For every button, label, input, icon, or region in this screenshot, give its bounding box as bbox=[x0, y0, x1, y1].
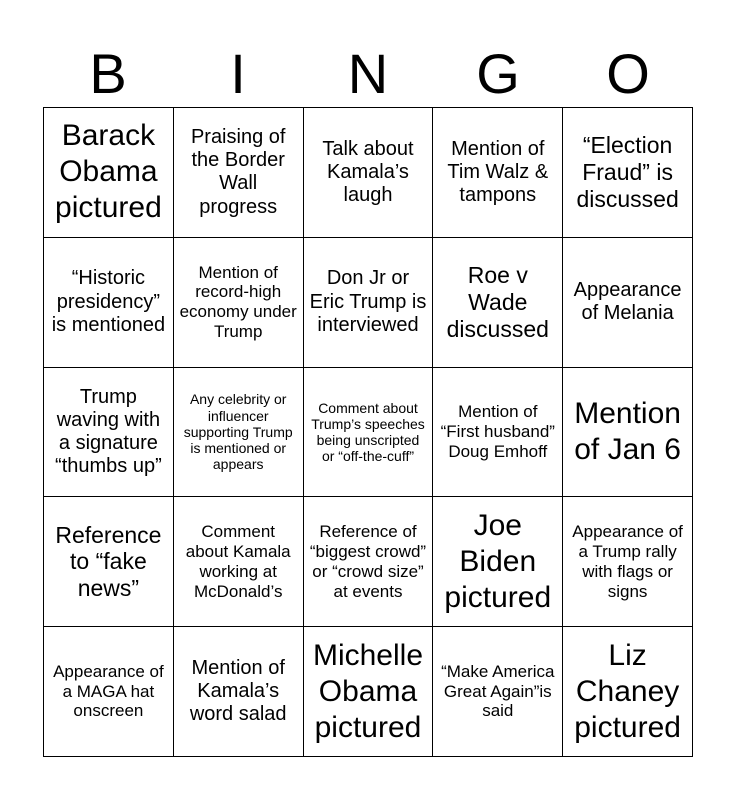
cell-text: Trump waving with a signature “thumbs up” bbox=[55, 385, 162, 478]
bingo-cell[interactable] bbox=[304, 368, 434, 498]
bingo-cell[interactable] bbox=[174, 627, 304, 757]
cell-text: Talk about Kamala’s laugh bbox=[322, 137, 414, 206]
bingo-cell[interactable] bbox=[563, 108, 693, 238]
cell-text: Mention of Tim Walz & tampons bbox=[447, 137, 549, 206]
bingo-cell[interactable] bbox=[44, 238, 174, 368]
cell-text: Michelle Obama pictured bbox=[312, 638, 424, 744]
bingo-cell[interactable] bbox=[563, 238, 693, 368]
bingo-cell[interactable] bbox=[563, 497, 693, 627]
cell-text: Appearance of Melania bbox=[573, 279, 682, 325]
bingo-cell[interactable] bbox=[433, 108, 563, 238]
bingo-cell[interactable] bbox=[174, 108, 304, 238]
cell-text: “Make America Great Again”is said bbox=[441, 662, 555, 721]
cell-text: Mention of Kamala’s word salad bbox=[189, 656, 287, 726]
cell-text: Liz Chaney pictured bbox=[574, 638, 681, 744]
bingo-cell[interactable] bbox=[174, 497, 304, 627]
cell-text: Roe v Wade discussed bbox=[446, 262, 549, 342]
header-letter-g: G bbox=[476, 42, 520, 105]
header-letter-o: O bbox=[606, 42, 650, 105]
cell-text: Any celebrity or influencer supporting Trump is mentioned or appears bbox=[183, 391, 293, 473]
bingo-cell[interactable] bbox=[304, 627, 434, 757]
bingo-cell[interactable] bbox=[44, 497, 174, 627]
bingo-board bbox=[43, 107, 693, 757]
cell-text: Reference to “fake news” bbox=[55, 521, 162, 602]
bingo-cell[interactable] bbox=[433, 627, 563, 757]
bingo-cell[interactable] bbox=[563, 368, 693, 498]
bingo-cell[interactable] bbox=[174, 368, 304, 498]
bingo-cell[interactable] bbox=[304, 238, 434, 368]
cell-text: Comment about Trump’s speeches being unscripted or “off-the-cuff” bbox=[311, 399, 425, 465]
cell-text: Comment about Kamala working at McDonald’s bbox=[185, 522, 291, 601]
cell-text: Appearance of a Trump rally with flags or signs bbox=[572, 522, 683, 601]
bingo-cell[interactable] bbox=[433, 368, 563, 498]
cell-text: Appearance of a MAGA hat onscreen bbox=[53, 662, 164, 721]
cell-text: Joe Biden pictured bbox=[444, 508, 552, 614]
cell-text: “Historic presidency” is mentioned bbox=[51, 267, 166, 336]
header-letter-i: I bbox=[230, 42, 246, 105]
cell-text: Barack Obama pictured bbox=[55, 119, 162, 225]
header-letter-n: N bbox=[347, 42, 389, 105]
bingo-cell[interactable] bbox=[304, 497, 434, 627]
cell-text: Reference of “biggest crowd” or “crowd size” at events bbox=[309, 522, 427, 601]
bingo-cell[interactable] bbox=[44, 368, 174, 498]
cell-text: Mention of record-high economy under Trump bbox=[179, 262, 297, 341]
bingo-cell[interactable] bbox=[433, 497, 563, 627]
bingo-cell[interactable] bbox=[304, 108, 434, 238]
cell-text: Mention of Jan 6 bbox=[574, 396, 681, 466]
bingo-header bbox=[43, 40, 693, 108]
cell-text: Mention of “First husband” Doug Emhoff bbox=[440, 402, 555, 461]
bingo-cell[interactable] bbox=[174, 238, 304, 368]
bingo-cell[interactable] bbox=[44, 108, 174, 238]
cell-text: Praising of the Border Wall progress bbox=[190, 126, 286, 218]
bingo-cell[interactable] bbox=[44, 627, 174, 757]
bingo-cell[interactable] bbox=[563, 627, 693, 757]
header-letter-b: B bbox=[89, 42, 127, 105]
cell-text: Don Jr or Eric Trump is interviewed bbox=[309, 267, 427, 336]
cell-text: “Election Fraud” is discussed bbox=[576, 132, 679, 212]
bingo-cell[interactable] bbox=[433, 238, 563, 368]
